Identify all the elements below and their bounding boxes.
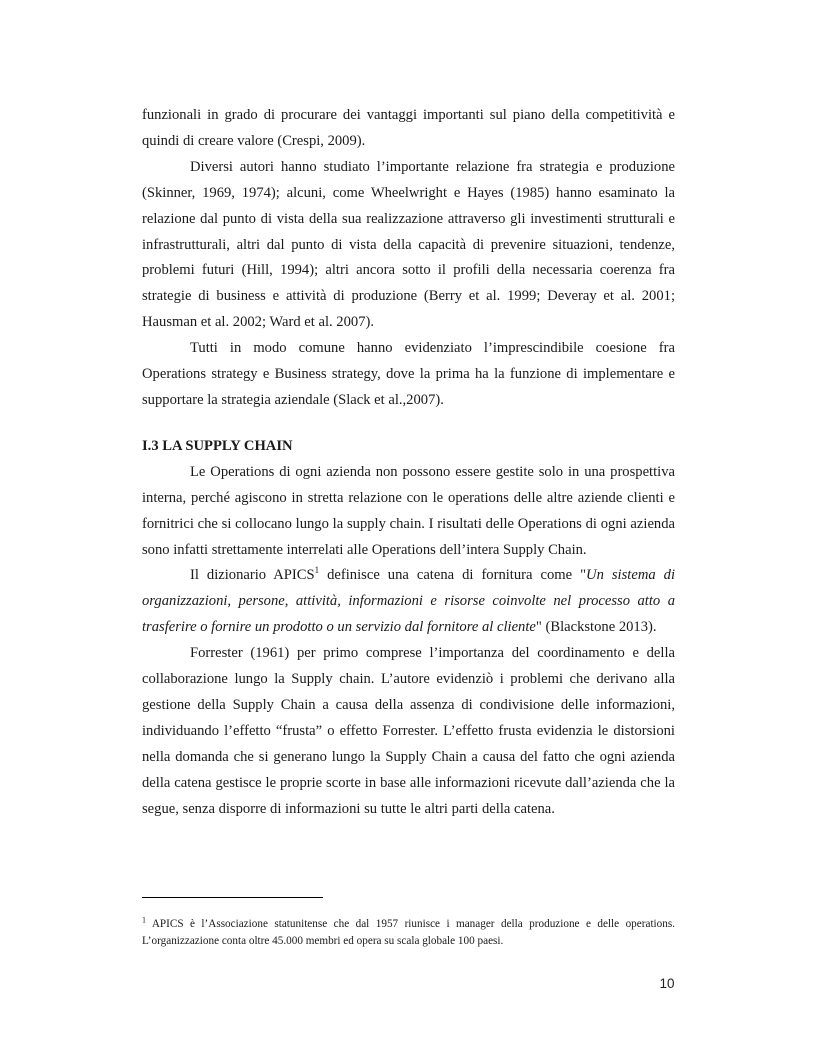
footnote-mark: 1 [142,915,146,925]
apics-definition-quote: Un sistema di organizzazioni, persone, attività, informazioni e risorse coinvolte nel processo atto a trasferire o fornire un prodotto o un servizio dal fornitore al cliente [142,567,675,636]
footnote-text: APICS è l’Associazione statunitense che dal 1957 riunisce i manager della produzione e delle operations. L’organizzazione conta oltre 45.000 membri ed opera su scala globale 100 paesi. [142,918,675,947]
apics-lead: Il dizionario APICS [190,567,315,584]
footnote [142,916,675,949]
paragraph-coesione: Tutti in modo comune hanno evidenziato l’imprescindibile coesione fra Operations strategy e Business strategy, dove la prima ha la funzione di implementare e supportare la strategia aziendale (Slack et al.,2007). [142,340,675,408]
paragraph-operations: Le Operations di ogni azienda non possono essere gestite solo in una prospettiva interna, perché agiscono in stretta relazione con le operations delle altre aziende clienti e fornitrici che si collocano lungo la supply chain. I risultati delle Operations di ogni azienda sono infatti strettamente interrelati alle Operations dell’intera Supply Chain. [142,463,675,558]
page-number: 10 [659,976,675,991]
paragraph-continuation: funzionali in grado di procurare dei vantaggi importanti sul piano della competitività e quindi di creare valore (Crespi, 2009). [142,107,675,149]
section-heading: I.3 LA SUPPLY CHAIN [142,437,293,454]
footnote-reference[interactable]: 1 [314,565,320,576]
page-body [142,103,675,822]
paragraph-strategy-production: Diversi autori hanno studiato l’importante relazione fra strategia e produzione (Skinner, 1969, 1974); alcuni, come Wheelwright e Hayes (1985) hanno esaminato la relazione dal punto di vista della sua realizzazione attraverso gli investimenti strutturali e infrastrutturali, altri dal punto di vista della capacità di prevenire situazioni, tendenze, problemi futuri (Hill, 1994); altri ancora sotto il profili della necessaria coerenza fra strategie di business e attività di produzione (Berry et al. 1999; Deveray et al. 2001; Hausman et al. 2002; Ward et al. 2007). [142,158,675,331]
apics-citation: " (Blackstone 2013). [535,619,657,636]
footnote-separator [142,897,323,898]
paragraph-apics [142,563,675,641]
paragraph-forrester: Forrester (1961) per primo comprese l’importanza del coordinamento e della collaborazione lungo la Supply chain. L’autore evidenziò i problemi che derivano alla gestione della Supply Chain a causa della assenza di condivisione delle informazioni, individuando l’effetto “frusta” o effetto Forrester. L’effetto frusta evidenzia le distorsioni nella domanda che si generano lungo la Supply Chain a causa del fatto che ogni azienda della catena gestisce le proprie scorte in base alle informazioni ricevute dall’azienda che la segue, senza disporre di informazioni su tutte le altri parti della catena. [142,645,675,817]
apics-middle: definisce una catena di fornitura come " [319,567,587,584]
